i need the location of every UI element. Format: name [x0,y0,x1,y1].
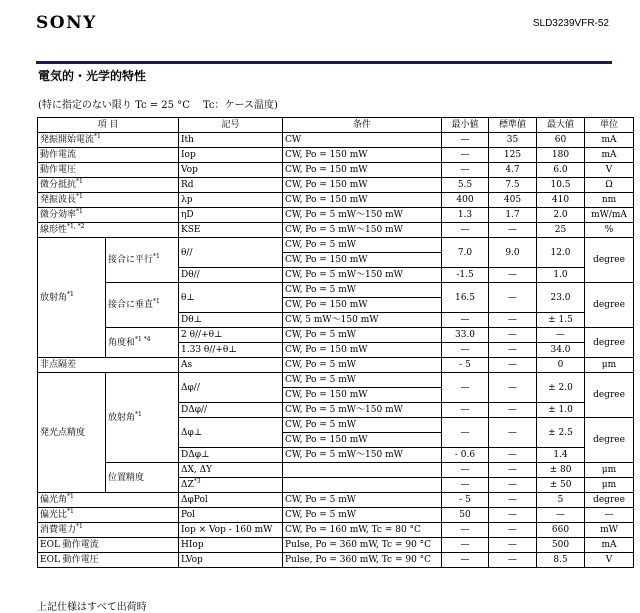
table-row [38,538,634,553]
min-cell: — [442,463,489,478]
unit-cell: mA [585,538,634,553]
typ-cell: — [489,448,537,463]
symbol-cell: DΔφ// [179,403,283,418]
sony-logo: SONY [36,13,97,33]
unit-cell: degree [585,418,634,463]
min-cell: - 5 [442,493,489,508]
max-cell: ± 1.0 [537,403,585,418]
condition-cell: CW, Po = 150 mW [283,163,442,178]
symbol-cell: KSE [179,223,283,238]
min-cell: — [442,133,489,148]
unit-cell: mW/mA [585,208,634,223]
condition-cell [283,463,442,478]
condition-cell: CW, Po = 150 mW [283,178,442,193]
typ-cell: 405 [489,193,537,208]
max-cell: 10.5 [537,178,585,193]
symbol-cell: ΔX, ΔY [179,463,283,478]
condition-cell: CW, Po = 150 mW [283,298,442,313]
unit-cell: nm [585,193,634,208]
unit-cell: mW [585,523,634,538]
typ-cell: 9.0 [489,238,537,268]
min-cell: 1.3 [442,208,489,223]
item-cell: 動作電流 [38,148,179,163]
max-cell: 0 [537,358,585,373]
unit-cell: % [585,223,634,238]
min-cell: 16.5 [442,283,489,313]
max-cell: 34.0 [537,343,585,358]
min-cell: 50 [442,508,489,523]
symbol-cell: Δφ⊥ [179,418,283,448]
min-cell: — [442,163,489,178]
unit-cell: mA [585,133,634,148]
typ-cell: 4.7 [489,163,537,178]
max-cell: 23.0 [537,283,585,313]
unit-cell: degree [585,493,634,508]
max-cell: 500 [537,538,585,553]
item-cell: 微分効率$^{*1}$ [38,208,179,223]
condition-cell [283,478,442,493]
symbol-cell: Dθ⊥ [179,313,283,328]
condition-cell: CW [283,133,442,148]
max-cell: ± 80 [537,463,585,478]
item-cell: 偏光比$^{*1}$ [38,508,179,523]
item-cell: 発振開始電流$^{*1}$ [38,133,179,148]
min-cell: — [442,148,489,163]
condition-cell: CW, Po = 5 mW [283,283,442,298]
table-row [38,208,634,223]
symbol-cell: As [179,358,283,373]
item-cell: 線形性$^{*1, *2}$ [38,223,179,238]
item-cell: 非点隔差 [38,358,179,373]
condition-cell: Pulse, Po = 360 mW, Tc = 90 °C [283,553,442,568]
condition-cell: CW, Po = 5 mW [283,328,442,343]
condition-cell: CW, Po = 5 mW [283,373,442,388]
max-cell: 2.0 [537,208,585,223]
condition-cell: CW, Po = 5 mW [283,358,442,373]
table-row [38,193,634,208]
table-row [38,358,634,373]
table-row [38,133,634,148]
table-row [38,238,634,253]
subitem-cell: 角度和$^{*1 *4}$ [106,328,179,358]
condition-cell: CW, Po = 5 mW [283,493,442,508]
condition-cell: CW, Po = 5 mW～150 mW [283,403,442,418]
typ-cell: — [489,403,537,418]
symbol-cell: Iop [179,148,283,163]
max-cell: 410 [537,193,585,208]
max-cell: 660 [537,523,585,538]
max-cell: ± 2.0 [537,373,585,403]
symbol-cell: Iop × Vop - 160 mW [179,523,283,538]
typ-cell: — [489,463,537,478]
symbol-cell: DΔφ⊥ [179,448,283,463]
max-cell: 5 [537,493,585,508]
min-cell: — [442,523,489,538]
typ-cell: — [489,508,537,523]
typ-cell: — [489,553,537,568]
symbol-cell: 1.33 θ//+θ⊥ [179,343,283,358]
typ-cell: — [489,313,537,328]
table-header-row [38,118,634,133]
min-cell: 7.0 [442,238,489,268]
typ-cell: 35 [489,133,537,148]
symbol-cell: ηD [179,208,283,223]
item-cell: 偏光角$^{*1}$ [38,493,179,508]
condition-cell: CW, Po = 5 mW [283,508,442,523]
condition-cell: CW, Po = 150 mW [283,193,442,208]
symbol-cell: ΔφPol [179,493,283,508]
typ-cell: — [489,223,537,238]
unit-cell: degree [585,328,634,358]
min-cell: — [442,343,489,358]
table-row [38,163,634,178]
min-cell: — [442,223,489,238]
min-cell: — [442,538,489,553]
unit-cell: μm [585,463,634,478]
max-cell: — [537,508,585,523]
table-row [38,373,634,388]
min-cell: — [442,478,489,493]
header-item: 項 目 [38,118,179,133]
item-cell: 発振波長$^{*1}$ [38,193,179,208]
max-cell: — [537,328,585,343]
typ-cell: — [489,373,537,403]
max-cell: 1.0 [537,268,585,283]
item-cell: 消費電力$^{*1}$ [38,523,179,538]
condition-cell: Pulse, Po = 360 mW, Tc = 90 °C [283,538,442,553]
unit-cell: degree [585,373,634,418]
item-cell: 微分抵抗$^{*1}$ [38,178,179,193]
item-cell: EOL 動作電圧 [38,553,179,568]
footer-note: 上記仕様はすべて出荷時 [37,602,147,613]
min-cell: - 0.6 [442,448,489,463]
symbol-cell: θ⊥ [179,283,283,313]
symbol-cell: Ith [179,133,283,148]
header-rule [36,61,612,64]
item-cell: 動作電圧 [38,163,179,178]
condition-cell: CW, Po = 150 mW [283,148,442,163]
subitem-cell: 位置精度 [106,463,179,493]
table-row [38,523,634,538]
typ-cell: — [489,478,537,493]
unit-cell: Ω [585,178,634,193]
header-typ: 標準値 [489,118,537,133]
min-cell: - 5 [442,358,489,373]
typ-cell: — [489,328,537,343]
max-cell: 12.0 [537,238,585,268]
min-cell: — [442,418,489,448]
typ-cell: 1.7 [489,208,537,223]
min-cell: — [442,313,489,328]
max-cell: ± 1.5 [537,313,585,328]
unit-cell: μm [585,358,634,373]
item-cell: 発光点精度 [38,373,106,493]
table-row [38,178,634,193]
typ-cell: — [489,493,537,508]
min-cell: -1.5 [442,268,489,283]
condition-cell: CW, Po = 150 mW [283,343,442,358]
condition-cell: CW, 5 mW～150 mW [283,313,442,328]
symbol-cell: LVop [179,553,283,568]
max-cell: ± 2.5 [537,418,585,448]
condition-cell: CW, Po = 150 mW [283,388,442,403]
typ-cell: — [489,268,537,283]
table-row [38,493,634,508]
condition-cell: CW, Po = 5 mW～150 mW [283,223,442,238]
unit-cell: V [585,553,634,568]
condition-cell: CW, Po = 5 mW [283,418,442,433]
symbol-cell: θ// [179,238,283,268]
table-row [38,328,634,343]
header-max: 最大値 [537,118,585,133]
max-cell: 8.5 [537,553,585,568]
symbol-cell: 2 θ//+θ⊥ [179,328,283,343]
condition-cell: CW, Po = 5 mW～150 mW [283,208,442,223]
max-cell: 180 [537,148,585,163]
max-cell: ± 50 [537,478,585,493]
table-row [38,148,634,163]
typ-cell: — [489,358,537,373]
unit-cell: degree [585,238,634,283]
min-cell: — [442,403,489,418]
table-row [38,463,634,478]
item-cell: EOL 動作電流 [38,538,179,553]
max-cell: 1.4 [537,448,585,463]
condition-note: (特に指定のない限り Tc = 25 °C Tc：ケース温度) [38,100,278,111]
symbol-cell: ΔZ$^{*3}$ [179,478,283,493]
condition-cell: CW, Po = 160 mW, Tc = 80 °C [283,523,442,538]
max-cell: 25 [537,223,585,238]
symbol-cell: Pol [179,508,283,523]
header-min: 最小値 [442,118,489,133]
min-cell: 400 [442,193,489,208]
unit-cell: μm [585,478,634,493]
unit-cell: V [585,163,634,178]
table-row [38,508,634,523]
condition-cell: CW, Po = 150 mW [283,253,442,268]
unit-cell: — [585,508,634,523]
item-cell: 放射角$^{*1}$ [38,238,106,358]
subitem-cell: 接合に平行$^{*1}$ [106,238,179,283]
typ-cell: — [489,538,537,553]
symbol-cell: Δφ// [179,373,283,403]
subitem-cell: 接合に垂直$^{*1}$ [106,283,179,328]
header-condition: 条件 [283,118,442,133]
header-unit: 単位 [585,118,634,133]
condition-cell: CW, Po = 5 mW [283,238,442,253]
part-number: SLD3239VFR-52 [532,18,609,29]
symbol-cell: Vop [179,163,283,178]
symbol-cell: λp [179,193,283,208]
header-symbol: 記号 [179,118,283,133]
symbol-cell: HIop [179,538,283,553]
typ-cell: 125 [489,148,537,163]
condition-cell: CW, Po = 5 mW～150 mW [283,268,442,283]
unit-cell: degree [585,283,634,328]
typ-cell: — [489,283,537,313]
table-row [38,553,634,568]
max-cell: 6.0 [537,163,585,178]
section-title: 電気的・光学的特性 [38,69,147,83]
subitem-cell: 放射角$^{*1}$ [106,373,179,463]
typ-cell: — [489,418,537,448]
table-row [38,223,634,238]
min-cell: 33.0 [442,328,489,343]
symbol-cell: Rd [179,178,283,193]
typ-cell: 7.5 [489,178,537,193]
condition-cell: CW, Po = 150 mW [283,433,442,448]
condition-cell: CW, Po = 5 mW～150 mW [283,448,442,463]
typ-cell: — [489,523,537,538]
min-cell: — [442,373,489,403]
max-cell: 60 [537,133,585,148]
typ-cell: — [489,343,537,358]
min-cell: — [442,553,489,568]
symbol-cell: Dθ// [179,268,283,283]
min-cell: 5.5 [442,178,489,193]
table-row [38,283,634,298]
specification-table [37,117,634,568]
unit-cell: mA [585,148,634,163]
